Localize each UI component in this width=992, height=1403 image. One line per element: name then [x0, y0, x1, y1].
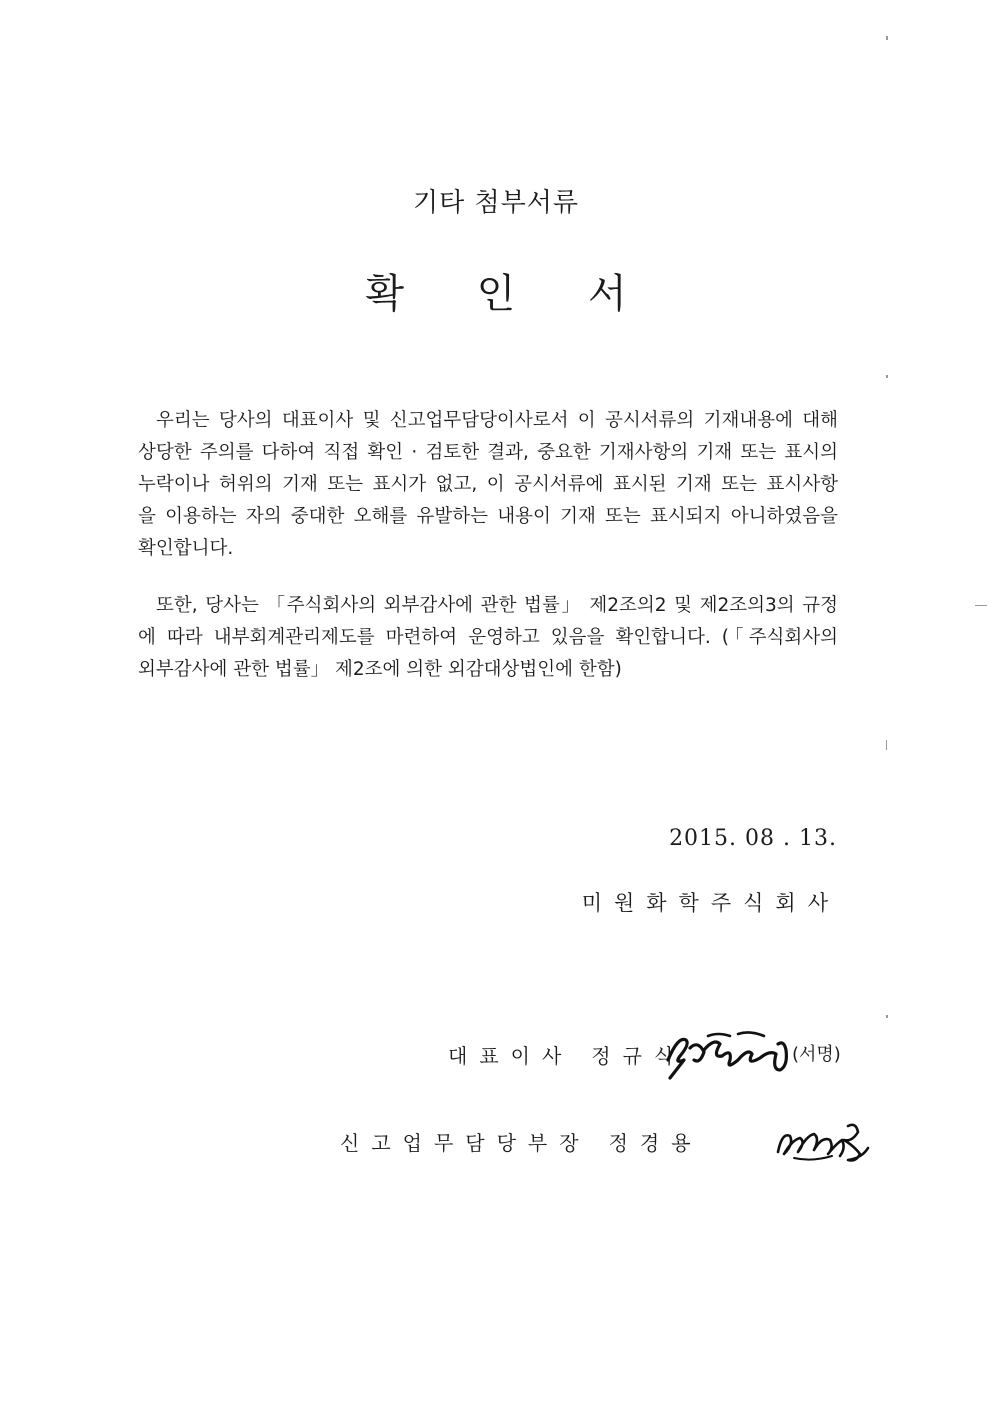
document-label: 기타 첨부서류 — [413, 188, 579, 218]
signatory-disclosure-manager — [340, 1127, 703, 1156]
scan-artifact — [886, 375, 888, 378]
scan-artifact — [886, 1015, 888, 1018]
paragraph-line: 확인합니다. — [138, 538, 234, 559]
signatory-name: 정규식 — [591, 1044, 686, 1068]
paragraph-line: 누락이나 허위의 기재 또는 표시가 없고, 이 공시서류에 표시된 기재 또는 표시사항 — [138, 474, 838, 495]
paragraph-line: 상당한 주의를 다하여 직접 확인 · 검토한 결과, 중요한 기재사항의 기재 또는 표시의 — [138, 442, 838, 463]
document-title: 확 인 서 — [365, 271, 657, 317]
internal-control-paragraph — [138, 590, 838, 686]
handwritten-signature-ceo — [660, 1030, 795, 1080]
signatory-ceo — [448, 1040, 685, 1069]
confirmation-paragraph — [138, 405, 838, 565]
scan-artifact — [886, 740, 887, 750]
scan-artifact — [886, 36, 888, 40]
signatory-role: 신고업무담당부장 — [340, 1131, 591, 1155]
signature-label: (서명) — [792, 1044, 841, 1065]
paragraph-line: 또한, 당사는 「주식회사의 외부감사에 관한 법률」 제2조의2 및 제2조의3의 규정 — [156, 595, 838, 616]
paragraph-line: 에 따라 내부회계관리제도를 마련하여 운영하고 있음을 확인합니다. (「주식회사의 — [138, 627, 838, 648]
paragraph-line: 을 이용하는 자의 중대한 오해를 유발하는 내용이 기재 또는 표시되지 아니하였음을 — [138, 506, 838, 527]
paragraph-line: 외부감사에 관한 법률」 제2조에 의한 외감대상법인에 한함) — [138, 659, 622, 680]
signatory-name: 정경용 — [608, 1131, 703, 1155]
company-name: 미원화학주식회사 — [581, 891, 840, 915]
signatory-role: 대표이사 — [448, 1044, 574, 1068]
document-date: 2015. 08 . 13. — [669, 826, 837, 851]
paragraph-line: 우리는 당사의 대표이사 및 신고업무담당이사로서 이 공시서류의 기재내용에 대해 — [156, 410, 838, 431]
scan-artifact — [975, 605, 987, 606]
